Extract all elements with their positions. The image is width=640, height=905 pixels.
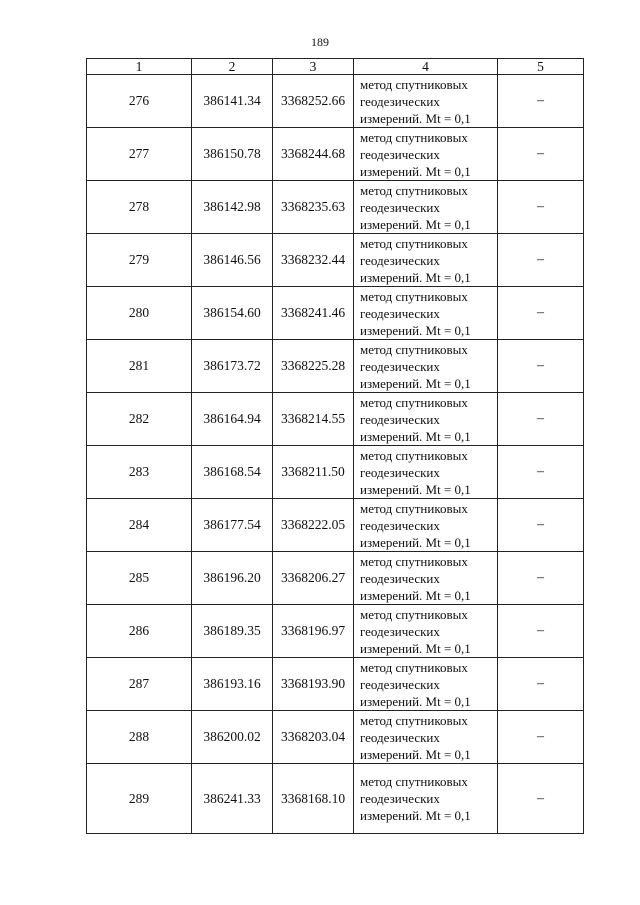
column-header: 1 [87,59,192,75]
method-text-line: геодезических [360,199,440,215]
point-number-cell: 281 [87,340,192,393]
method-text-line: метод спутниковых [360,712,468,728]
page-number: 189 [311,35,329,49]
x-coordinate-cell: 386146.56 [192,234,273,287]
note-cell: – [498,75,584,128]
column-header: 4 [354,59,498,75]
method-text-line: метод спутниковых [360,129,468,145]
method-text-line: геодезических [360,729,440,745]
note-cell: – [498,764,584,834]
note-cell: – [498,287,584,340]
method-cell [354,181,498,234]
x-coordinate-cell: 386241.33 [192,764,273,834]
table-row [87,128,584,181]
table-row [87,287,584,340]
x-coordinate-cell: 386193.16 [192,658,273,711]
column-header: 2 [192,59,273,75]
point-number-cell: 280 [87,287,192,340]
x-coordinate-cell: 386168.54 [192,446,273,499]
x-coordinate-cell: 386196.20 [192,552,273,605]
point-number-cell: 283 [87,446,192,499]
y-coordinate-cell: 3368241.46 [273,287,354,340]
method-text-line: метод спутниковых [360,659,468,675]
x-coordinate-cell: 386164.94 [192,393,273,446]
y-coordinate-cell: 3368196.97 [273,605,354,658]
x-coordinate-cell: 386173.72 [192,340,273,393]
table-row [87,446,584,499]
table-header-row [87,59,584,75]
point-number-cell: 278 [87,181,192,234]
table-row [87,552,584,605]
method-text-line: измерений. Mt = 0,1 [360,693,471,709]
y-coordinate-cell: 3368244.68 [273,128,354,181]
y-coordinate-cell: 3368168.10 [273,764,354,834]
y-coordinate-cell: 3368206.27 [273,552,354,605]
method-text-line: геодезических [360,305,440,321]
table-row [87,75,584,128]
method-text-line: измерений. Mt = 0,1 [360,216,471,232]
method-text-line: геодезических [360,623,440,639]
y-coordinate-cell: 3368203.04 [273,711,354,764]
method-cell [354,764,498,834]
y-coordinate-cell: 3368214.55 [273,393,354,446]
point-number-cell: 282 [87,393,192,446]
x-coordinate-cell: 386154.60 [192,287,273,340]
method-text-line: геодезических [360,464,440,480]
column-header: 3 [273,59,354,75]
x-coordinate-cell: 386150.78 [192,128,273,181]
y-coordinate-cell: 3368232.44 [273,234,354,287]
method-text-line: измерений. Mt = 0,1 [360,322,471,338]
method-text-line: геодезических [360,676,440,692]
note-cell: – [498,658,584,711]
method-text-line: метод спутниковых [360,394,468,410]
x-coordinate-cell: 386200.02 [192,711,273,764]
note-cell: – [498,128,584,181]
method-text-line: геодезических [360,146,440,162]
method-text-line: измерений. Mt = 0,1 [360,375,471,391]
note-cell: – [498,605,584,658]
method-text-line: измерений. Mt = 0,1 [360,808,471,823]
note-cell: – [498,181,584,234]
note-cell: – [498,499,584,552]
table-row [87,234,584,287]
method-text-line: метод спутниковых [360,235,468,251]
method-text-line: измерений. Mt = 0,1 [360,640,471,656]
column-header: 5 [498,59,584,75]
point-number-cell: 288 [87,711,192,764]
point-number-cell: 285 [87,552,192,605]
method-cell [354,446,498,499]
note-cell: – [498,446,584,499]
point-number-cell: 286 [87,605,192,658]
point-number-cell: 277 [87,128,192,181]
method-cell [354,658,498,711]
y-coordinate-cell: 3368211.50 [273,446,354,499]
point-number-cell: 284 [87,499,192,552]
y-coordinate-cell: 3368252.66 [273,75,354,128]
method-text-line: геодезических [360,411,440,427]
method-text-line: геодезических [360,517,440,533]
table-row [87,340,584,393]
method-text-line: метод спутниковых [360,606,468,622]
method-text-line: геодезических [360,791,440,806]
note-cell: – [498,393,584,446]
method-text-line: метод спутниковых [360,500,468,516]
method-text-line: измерений. Mt = 0,1 [360,428,471,444]
method-cell [354,552,498,605]
method-cell [354,393,498,446]
method-text-line: геодезических [360,252,440,268]
method-cell [354,711,498,764]
point-number-cell: 276 [87,75,192,128]
point-number-cell: 287 [87,658,192,711]
x-coordinate-cell: 386141.34 [192,75,273,128]
y-coordinate-cell: 3368193.90 [273,658,354,711]
method-text-line: метод спутниковых [360,447,468,463]
y-coordinate-cell: 3368225.28 [273,340,354,393]
table-row [87,658,584,711]
method-cell [354,128,498,181]
method-text-line: измерений. Mt = 0,1 [360,481,471,497]
method-cell [354,75,498,128]
point-number-cell: 289 [87,764,192,834]
method-text-line: метод спутниковых [360,288,468,304]
table-row [87,764,584,834]
method-cell [354,234,498,287]
x-coordinate-cell: 386189.35 [192,605,273,658]
point-number-cell: 279 [87,234,192,287]
table-row [87,605,584,658]
method-cell [354,499,498,552]
method-cell [354,287,498,340]
note-cell: – [498,234,584,287]
method-text-line: измерений. Mt = 0,1 [360,534,471,550]
table-row [87,181,584,234]
note-cell: – [498,711,584,764]
method-text-line: измерений. Mt = 0,1 [360,587,471,603]
note-cell: – [498,552,584,605]
method-cell [354,605,498,658]
method-text-line: измерений. Mt = 0,1 [360,163,471,179]
method-text-line: метод спутниковых [360,182,468,198]
method-text-line: измерений. Mt = 0,1 [360,269,471,285]
method-text-line: геодезических [360,93,440,109]
note-cell: – [498,340,584,393]
method-text-line: геодезических [360,570,440,586]
method-text-line: метод спутниковых [360,553,468,569]
method-text-line: метод спутниковых [360,76,468,92]
method-cell [354,340,498,393]
method-text-line: геодезических [360,358,440,374]
method-text-line: метод спутниковых [360,774,468,789]
x-coordinate-cell: 386177.54 [192,499,273,552]
table-row [87,499,584,552]
y-coordinate-cell: 3368235.63 [273,181,354,234]
method-text-line: измерений. Mt = 0,1 [360,110,471,126]
method-text-line: метод спутниковых [360,341,468,357]
x-coordinate-cell: 386142.98 [192,181,273,234]
table-row [87,711,584,764]
y-coordinate-cell: 3368222.05 [273,499,354,552]
table-row [87,393,584,446]
method-text-line: измерений. Mt = 0,1 [360,746,471,762]
coordinates-table [86,58,584,834]
